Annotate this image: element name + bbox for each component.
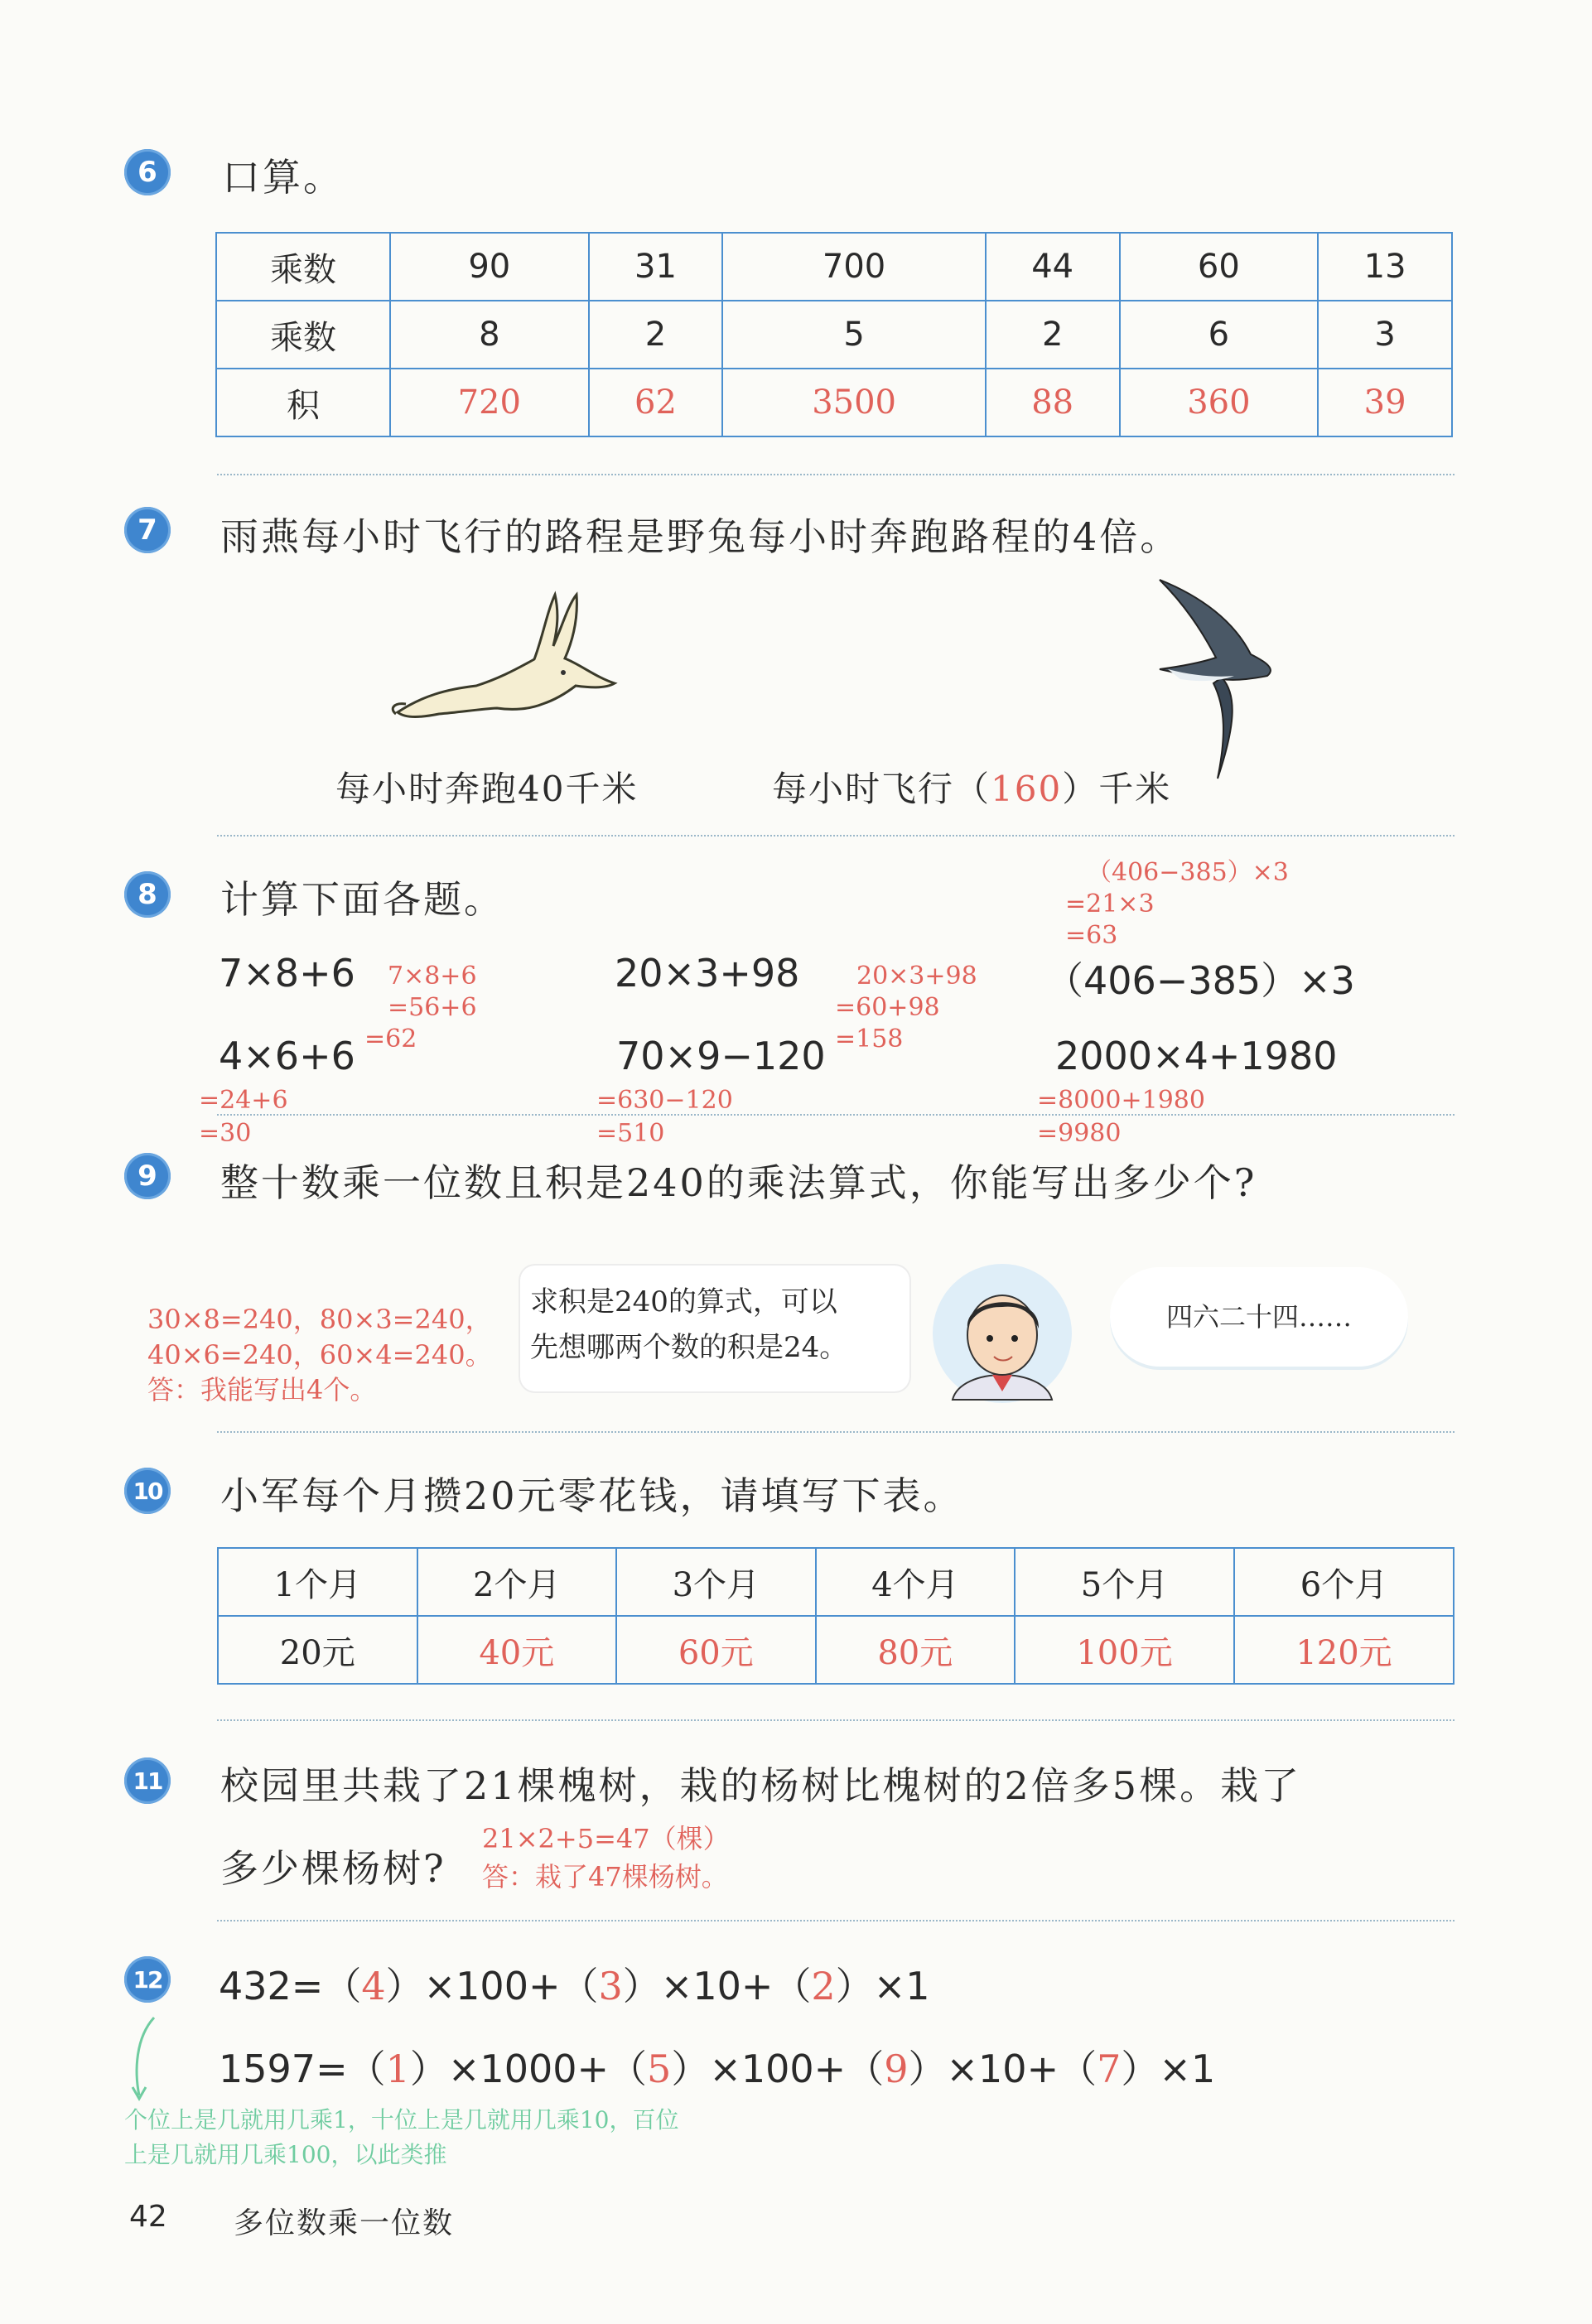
eq1-part: 432=（ — [219, 1964, 362, 2008]
answer-cell: 720 — [390, 369, 589, 436]
work-p1-line3: =62 — [364, 1025, 417, 1054]
question-9-badge: 9 — [124, 1153, 171, 1199]
answer-line-2: 40×6=240，60×4=240。 — [147, 1338, 492, 1371]
section-divider — [217, 1719, 1455, 1721]
row-label: 乘数 — [216, 233, 390, 301]
work-p2-line3: =158 — [835, 1025, 904, 1054]
eq1-answer-tens: 3 — [598, 1964, 623, 2008]
table-header: 2个月 — [417, 1548, 617, 1616]
savings-table — [217, 1547, 1455, 1685]
hint-text — [530, 1280, 847, 1371]
work-p3-line1: （406−385）×3 — [1087, 858, 1289, 887]
question-9-answer — [147, 1302, 492, 1408]
table-cell: 31 — [589, 233, 723, 301]
table-cell: 20元 — [218, 1616, 417, 1684]
table-row — [216, 369, 1452, 436]
problem-6: 2000×4+1980 — [1055, 1034, 1338, 1078]
question-7-badge: 7 — [124, 507, 171, 553]
table-row — [216, 301, 1452, 369]
answer-cell: 60元 — [616, 1616, 816, 1684]
table-row — [216, 233, 1452, 301]
section-divider — [217, 835, 1455, 837]
work-p2-line1: 20×3+98 — [856, 962, 977, 991]
work-p6-line1: =8000+1980 — [1037, 1086, 1205, 1115]
eq2-part: 1597=（ — [219, 2047, 386, 2091]
section-divider — [217, 474, 1455, 475]
table-cell: 5 — [722, 301, 985, 369]
eq1-answer-hundreds: 4 — [361, 1964, 386, 2008]
work-p4-line1: =24+6 — [199, 1086, 288, 1115]
answer-line-3: 答：我能写出4个。 — [147, 1374, 377, 1406]
eq2-answer-ones: 7 — [1097, 2047, 1122, 2091]
question-12-badge: 12 — [124, 1956, 171, 2003]
table-cell: 13 — [1318, 233, 1452, 301]
mental-math-table — [215, 232, 1453, 437]
boy-avatar — [928, 1259, 1077, 1408]
row-label: 积 — [216, 369, 390, 436]
eq1-part: ）×1 — [835, 1964, 930, 2008]
eq2-part: ）×1000+（ — [409, 2047, 648, 2091]
table-row — [218, 1616, 1454, 1684]
swift-answer: 160 — [991, 769, 1063, 809]
problem-1: 7×8+6 — [219, 951, 355, 996]
table-cell: 2 — [986, 301, 1120, 369]
answer-cell: 39 — [1318, 369, 1452, 436]
eq2-part: ）×100+（ — [671, 2047, 885, 2091]
problem-2: 20×3+98 — [615, 951, 800, 996]
hint-line-1: 求积是240的算式，可以 — [530, 1285, 837, 1319]
answer-cell: 80元 — [816, 1616, 1016, 1684]
place-value-equation-2 — [219, 2039, 1215, 2094]
swift-bird-illustration — [1143, 571, 1284, 787]
question-6-badge: 6 — [124, 149, 171, 195]
swift-caption — [772, 762, 1171, 812]
table-row — [218, 1548, 1454, 1616]
table-header: 6个月 — [1234, 1548, 1454, 1616]
handwritten-note-line-1: 个位上是几就用几乘1，十位上是几就用几乘10，百位 — [124, 2106, 679, 2134]
eq1-part: ）×10+（ — [622, 1964, 812, 2008]
answer-cell: 360 — [1120, 369, 1319, 436]
work-p2-line2: =60+98 — [835, 993, 940, 1022]
question-7-title: 雨燕每小时飞行的路程是野兔每小时奔跑路程的4倍。 — [220, 514, 1181, 559]
place-value-equation-1 — [219, 1956, 930, 2011]
swift-caption-end: ）千米 — [1062, 769, 1172, 809]
answer-cell: 40元 — [417, 1616, 617, 1684]
table-header: 4个月 — [816, 1548, 1016, 1616]
table-cell: 700 — [722, 233, 985, 301]
chapter-title: 多位数乘一位数 — [234, 2206, 455, 2240]
swift-caption-start: 每小时飞行（ — [772, 769, 991, 809]
eq1-part: ）×100+（ — [385, 1964, 599, 2008]
eq2-part: ）×1 — [1121, 2047, 1216, 2091]
work-p5-line2: =510 — [596, 1119, 665, 1148]
rabbit-illustration — [389, 580, 630, 729]
table-cell: 8 — [390, 301, 589, 369]
work-p1-line1: 7×8+6 — [388, 962, 477, 991]
row-label: 乘数 — [216, 301, 390, 369]
annotation-arrow — [124, 2013, 166, 2104]
work-p6-line2: =9980 — [1037, 1119, 1122, 1148]
eq2-part: ）×10+（ — [908, 2047, 1098, 2091]
section-divider — [217, 1114, 1455, 1116]
answer-cell: 3500 — [722, 369, 985, 436]
page-number: 42 — [129, 2200, 167, 2234]
answer-line-1: 30×8=240，80×3=240， — [147, 1304, 492, 1335]
rabbit-caption: 每小时奔跑40千米 — [335, 769, 639, 809]
question-8-badge: 8 — [124, 871, 171, 918]
work-p3-line3: =63 — [1065, 921, 1118, 950]
table-header: 3个月 — [616, 1548, 816, 1616]
work-p5-line1: =630−120 — [596, 1086, 733, 1115]
table-cell: 44 — [986, 233, 1120, 301]
work-p1-line2: =56+6 — [388, 993, 477, 1022]
section-divider — [217, 1431, 1455, 1433]
problem-5: 70×9−120 — [616, 1034, 826, 1078]
eq2-answer-hundreds: 5 — [647, 2047, 672, 2091]
answer-cell: 62 — [589, 369, 723, 436]
question-6-title: 口算。 — [222, 155, 344, 200]
question-9-title: 整十数乘一位数且积是240的乘法算式，你能写出多少个? — [220, 1160, 1257, 1205]
question-10-badge: 10 — [124, 1468, 171, 1514]
work-p4-line2: =30 — [199, 1119, 252, 1148]
question-11-line1: 校园里共栽了21棵槐树，栽的杨树比槐树的2倍多5棵。栽了 — [220, 1763, 1302, 1808]
question-11-badge: 11 — [124, 1757, 171, 1804]
table-cell: 60 — [1120, 233, 1319, 301]
answer-cell: 120元 — [1234, 1616, 1454, 1684]
handwritten-note-line-2: 上是几就用几乘100，以此类推 — [124, 2141, 447, 2168]
thought-text: 四六二十四…… — [1166, 1301, 1353, 1333]
answer-cell: 88 — [986, 369, 1120, 436]
problem-3: （406−385）×3 — [1045, 958, 1355, 1003]
eq2-answer-thousands: 1 — [385, 2047, 410, 2091]
hint-line-2: 先想哪两个数的积是24。 — [530, 1331, 848, 1365]
table-cell: 3 — [1318, 301, 1452, 369]
table-cell: 6 — [1120, 301, 1319, 369]
table-header: 1个月 — [218, 1548, 417, 1616]
work-p3-line2: =21×3 — [1065, 890, 1155, 919]
question-10-title: 小军每个月攒20元零花钱，请填写下表。 — [220, 1473, 964, 1518]
answer-cell: 100元 — [1015, 1616, 1234, 1684]
section-divider — [217, 1920, 1455, 1921]
table-header: 5个月 — [1015, 1548, 1234, 1616]
eq2-answer-tens: 9 — [884, 2047, 909, 2091]
question-11-line2: 多少棵杨树? — [220, 1846, 446, 1891]
eq1-answer-ones: 2 — [811, 1964, 836, 2008]
table-cell: 90 — [390, 233, 589, 301]
question-11-answer: 答：栽了47棵杨树。 — [482, 1861, 728, 1892]
question-8-title: 计算下面各题。 — [220, 877, 504, 922]
question-11-work: 21×2+5=47（棵） — [482, 1823, 730, 1854]
problem-4: 4×6+6 — [219, 1034, 355, 1078]
table-cell: 2 — [589, 301, 723, 369]
